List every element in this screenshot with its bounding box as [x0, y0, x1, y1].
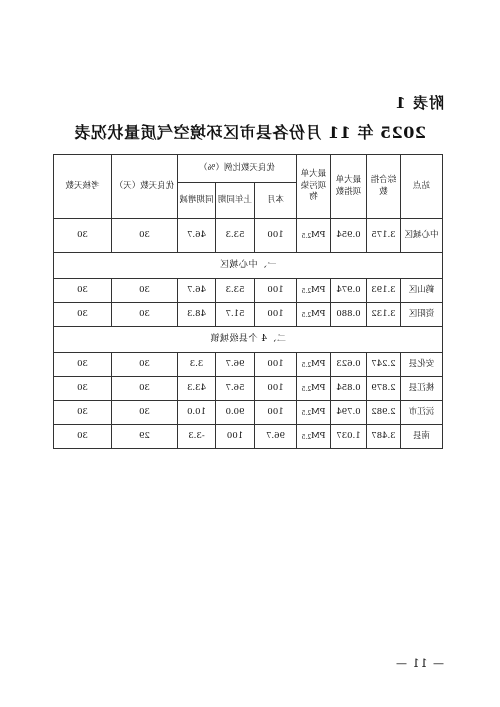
cell-assessed-days: 30 [54, 219, 112, 253]
header-good-ratio: 优良天数比例（%） [178, 155, 297, 183]
section-heading: 二、4 个县级城镇 [54, 327, 443, 353]
pollutant-name: PM [311, 308, 326, 319]
pollutant-subscript: 2.5 [301, 433, 312, 441]
cell-yoy: -3.3 [178, 425, 216, 449]
table-row [54, 377, 443, 401]
cell-station: 沅江市 [401, 401, 443, 425]
cell-this-month: 100 [255, 279, 297, 303]
header-max-single-pollutant: 最大单项污染物 [297, 155, 331, 219]
header-station: 站点 [401, 155, 443, 219]
cell-last-year: 100 [216, 425, 255, 449]
cell-good-days: 30 [112, 219, 178, 253]
cell-station: 中心城区 [401, 219, 443, 253]
cell-pollutant [297, 353, 331, 377]
pollutant-name: PM [311, 284, 326, 295]
cell-yoy: 43.3 [178, 377, 216, 401]
pollutant-subscript: 2.5 [301, 385, 312, 393]
table-title: 2025 年 11 月份各县市区环境空气质量状况表 [74, 123, 427, 142]
cell-last-year: 56.7 [216, 377, 255, 401]
cell-station: 南县 [401, 425, 443, 449]
table-row [54, 219, 443, 253]
cell-assessed-days: 30 [54, 425, 112, 449]
cell-assessed-days: 30 [54, 353, 112, 377]
cell-pollutant [297, 219, 331, 253]
annex-label: 附表 1 [394, 94, 444, 112]
air-quality-table [53, 154, 443, 449]
cell-max-single-index: 1.037 [331, 425, 367, 449]
section-row [54, 253, 443, 279]
cell-max-single-index: 0.794 [331, 401, 367, 425]
cell-pollutant [297, 303, 331, 327]
cell-yoy: 10.0 [178, 401, 216, 425]
cell-this-month: 100 [255, 353, 297, 377]
cell-max-single-index: 0.880 [331, 303, 367, 327]
cell-assessed-days: 30 [54, 401, 112, 425]
cell-yoy: 3.3 [178, 353, 216, 377]
cell-good-days: 30 [112, 303, 178, 327]
cell-last-year: 90.0 [216, 401, 255, 425]
cell-last-year: 53.3 [216, 279, 255, 303]
cell-good-days: 29 [112, 425, 178, 449]
cell-pollutant [297, 425, 331, 449]
cell-good-days: 30 [112, 353, 178, 377]
cell-assessed-days: 30 [54, 377, 112, 401]
header-assessed-days: 考核天数 [54, 155, 112, 219]
cell-pollutant [297, 377, 331, 401]
cell-station: 安化县 [401, 353, 443, 377]
cell-max-single-index: 0.854 [331, 377, 367, 401]
header-yoy-change: 同期增减 [178, 183, 216, 219]
cell-pollutant [297, 279, 331, 303]
cell-assessed-days: 30 [54, 303, 112, 327]
cell-assessed-days: 30 [54, 279, 112, 303]
header-composite-index: 综合指数 [367, 155, 401, 219]
cell-station: 鹤山区 [401, 279, 443, 303]
cell-composite-index: 2.247 [367, 353, 401, 377]
cell-this-month: 100 [255, 377, 297, 401]
cell-last-year: 96.7 [216, 353, 255, 377]
cell-this-month: 100 [255, 219, 297, 253]
section-heading: 一、中心城区 [54, 253, 443, 279]
pollutant-name: PM [311, 229, 326, 240]
cell-max-single-index: 0.623 [331, 353, 367, 377]
header-good-days: 优良天数（天） [112, 155, 178, 219]
cell-pollutant [297, 401, 331, 425]
table-row [54, 425, 443, 449]
pollutant-name: PM [311, 406, 326, 417]
table-row [54, 303, 443, 327]
cell-last-year: 53.3 [216, 219, 255, 253]
cell-yoy: 48.3 [178, 303, 216, 327]
table-row [54, 401, 443, 425]
cell-yoy: 46.7 [178, 279, 216, 303]
cell-this-month: 96.7 [255, 425, 297, 449]
header-this-month: 本月 [255, 183, 297, 219]
cell-composite-index: 2.982 [367, 401, 401, 425]
pollutant-subscript: 2.5 [301, 361, 312, 369]
cell-good-days: 30 [112, 377, 178, 401]
cell-this-month: 100 [255, 303, 297, 327]
cell-station: 桃江县 [401, 377, 443, 401]
header-last-year: 上年同期 [216, 183, 255, 219]
pollutant-subscript: 2.5 [301, 409, 312, 417]
cell-composite-index: 3.487 [367, 425, 401, 449]
cell-composite-index: 2.879 [367, 377, 401, 401]
cell-composite-index: 3.175 [367, 219, 401, 253]
cell-this-month: 100 [255, 401, 297, 425]
pollutant-subscript: 2.5 [301, 287, 312, 295]
pollutant-name: PM [311, 358, 326, 369]
pollutant-name: PM [311, 382, 326, 393]
cell-last-year: 51.7 [216, 303, 255, 327]
cell-max-single-index: 0.954 [331, 219, 367, 253]
page-number: — 11 — [395, 657, 444, 670]
table-row [54, 353, 443, 377]
header-max-single-index: 最大单项指数 [331, 155, 367, 219]
cell-good-days: 30 [112, 401, 178, 425]
pollutant-subscript: 2.5 [301, 311, 312, 319]
cell-good-days: 30 [112, 279, 178, 303]
pollutant-name: PM [311, 430, 326, 441]
cell-composite-index: 3.132 [367, 303, 401, 327]
section-row [54, 327, 443, 353]
cell-max-single-index: 0.974 [331, 279, 367, 303]
cell-composite-index: 3.193 [367, 279, 401, 303]
cell-yoy: 46.7 [178, 219, 216, 253]
cell-station: 资阳区 [401, 303, 443, 327]
pollutant-subscript: 2.5 [301, 232, 312, 240]
table-row [54, 279, 443, 303]
